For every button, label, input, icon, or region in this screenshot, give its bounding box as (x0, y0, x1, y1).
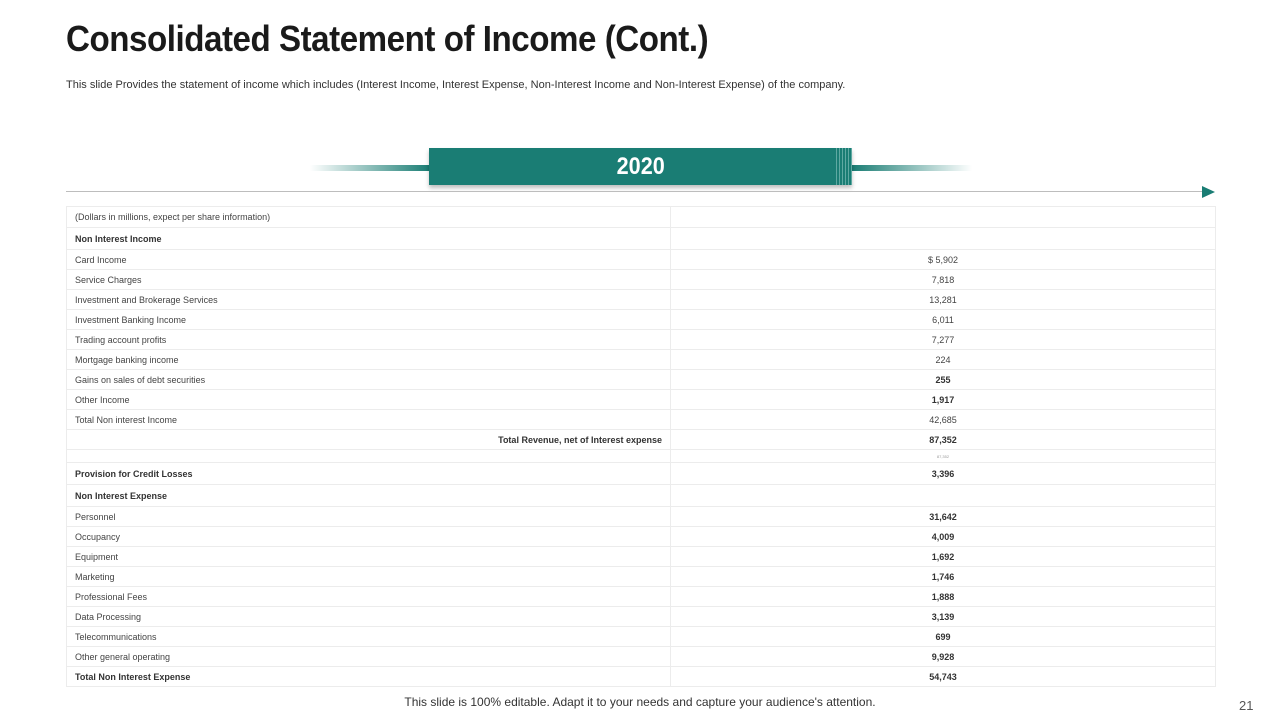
table-row (67, 647, 1216, 667)
table-row (67, 270, 1216, 290)
section-non-interest-income: Non Interest Income (67, 228, 671, 250)
table-row (67, 547, 1216, 567)
row-value: 255 (671, 370, 1216, 390)
table-row (67, 627, 1216, 647)
section-row (67, 485, 1216, 507)
table-row (67, 330, 1216, 350)
row-label: Other Income (67, 390, 671, 410)
row-label: Data Processing (67, 607, 671, 627)
row-value: 6,011 (671, 310, 1216, 330)
table-row (67, 410, 1216, 430)
table-row (67, 507, 1216, 527)
total-expense-label: Total Non Interest Expense (67, 667, 671, 687)
row-label: Professional Fees (67, 587, 671, 607)
row-value: 3,139 (671, 607, 1216, 627)
banner-stripes (834, 148, 852, 185)
row-label: Trading account profits (67, 330, 671, 350)
row-value: 4,009 (671, 527, 1216, 547)
page-number: 21 (1239, 698, 1254, 713)
row-value: 7,818 (671, 270, 1216, 290)
row-value: $ 5,902 (671, 250, 1216, 270)
table-row (67, 350, 1216, 370)
row-label: Telecommunications (67, 627, 671, 647)
row-value: 699 (671, 627, 1216, 647)
row-value: 1,746 (671, 567, 1216, 587)
provision-row (67, 463, 1216, 485)
table-row (67, 370, 1216, 390)
row-label: Total Non interest Income (67, 410, 671, 430)
table-row (67, 250, 1216, 270)
row-label: Investment Banking Income (67, 310, 671, 330)
row-value: 31,642 (671, 507, 1216, 527)
total-expense-row (67, 667, 1216, 687)
total-revenue-value: 87,352 (671, 430, 1216, 450)
header-value (671, 207, 1216, 228)
section-row (67, 228, 1216, 250)
row-label: Equipment (67, 547, 671, 567)
row-value: 42,685 (671, 410, 1216, 430)
total-revenue-label: Total Revenue, net of Interest expense (67, 430, 671, 450)
provision-label: Provision for Credit Losses (67, 463, 671, 485)
spacer-row (67, 450, 1216, 463)
table-row (67, 290, 1216, 310)
total-revenue-row (67, 430, 1216, 450)
row-value: 224 (671, 350, 1216, 370)
row-value: 1,692 (671, 547, 1216, 567)
year-banner (429, 148, 852, 185)
row-value: 13,281 (671, 290, 1216, 310)
provision-value: 3,396 (671, 463, 1216, 485)
row-value: 1,917 (671, 390, 1216, 410)
table-row (67, 567, 1216, 587)
row-value: 9,928 (671, 647, 1216, 667)
total-expense-value: 54,743 (671, 667, 1216, 687)
row-value: 1,888 (671, 587, 1216, 607)
arrow-right-icon (1202, 186, 1215, 198)
slide-subtitle: This slide Provides the statement of income which includes (Interest Income, Interest Expense, Non-Interest Income and Non-Interest Expense) of the company. (66, 79, 846, 91)
section-non-interest-expense: Non Interest Expense (67, 485, 671, 507)
tiny-note: 87,352 (671, 450, 1216, 463)
table-header-row (67, 207, 1216, 228)
header-label: (Dollars in millions, expect per share information) (67, 207, 671, 228)
timeline-line (66, 191, 1203, 192)
row-label: Gains on sales of debt securities (67, 370, 671, 390)
table-row (67, 390, 1216, 410)
row-label: Occupancy (67, 527, 671, 547)
slide-footer: This slide is 100% editable. Adapt it to your needs and capture your audience's attention. (404, 695, 876, 709)
year-label: 2020 (616, 152, 665, 180)
table-row (67, 527, 1216, 547)
slide-title: Consolidated Statement of Income (Cont.) (66, 18, 709, 59)
table-row (67, 587, 1216, 607)
decorative-bar-left (310, 165, 430, 171)
decorative-bar-right (852, 165, 972, 171)
row-label: Investment and Brokerage Services (67, 290, 671, 310)
row-value: 7,277 (671, 330, 1216, 350)
row-label: Personnel (67, 507, 671, 527)
row-label: Mortgage banking income (67, 350, 671, 370)
table-row (67, 310, 1216, 330)
row-label: Card Income (67, 250, 671, 270)
table-row (67, 607, 1216, 627)
row-label: Marketing (67, 567, 671, 587)
row-label: Service Charges (67, 270, 671, 290)
row-label: Other general operating (67, 647, 671, 667)
income-table (66, 206, 1216, 687)
